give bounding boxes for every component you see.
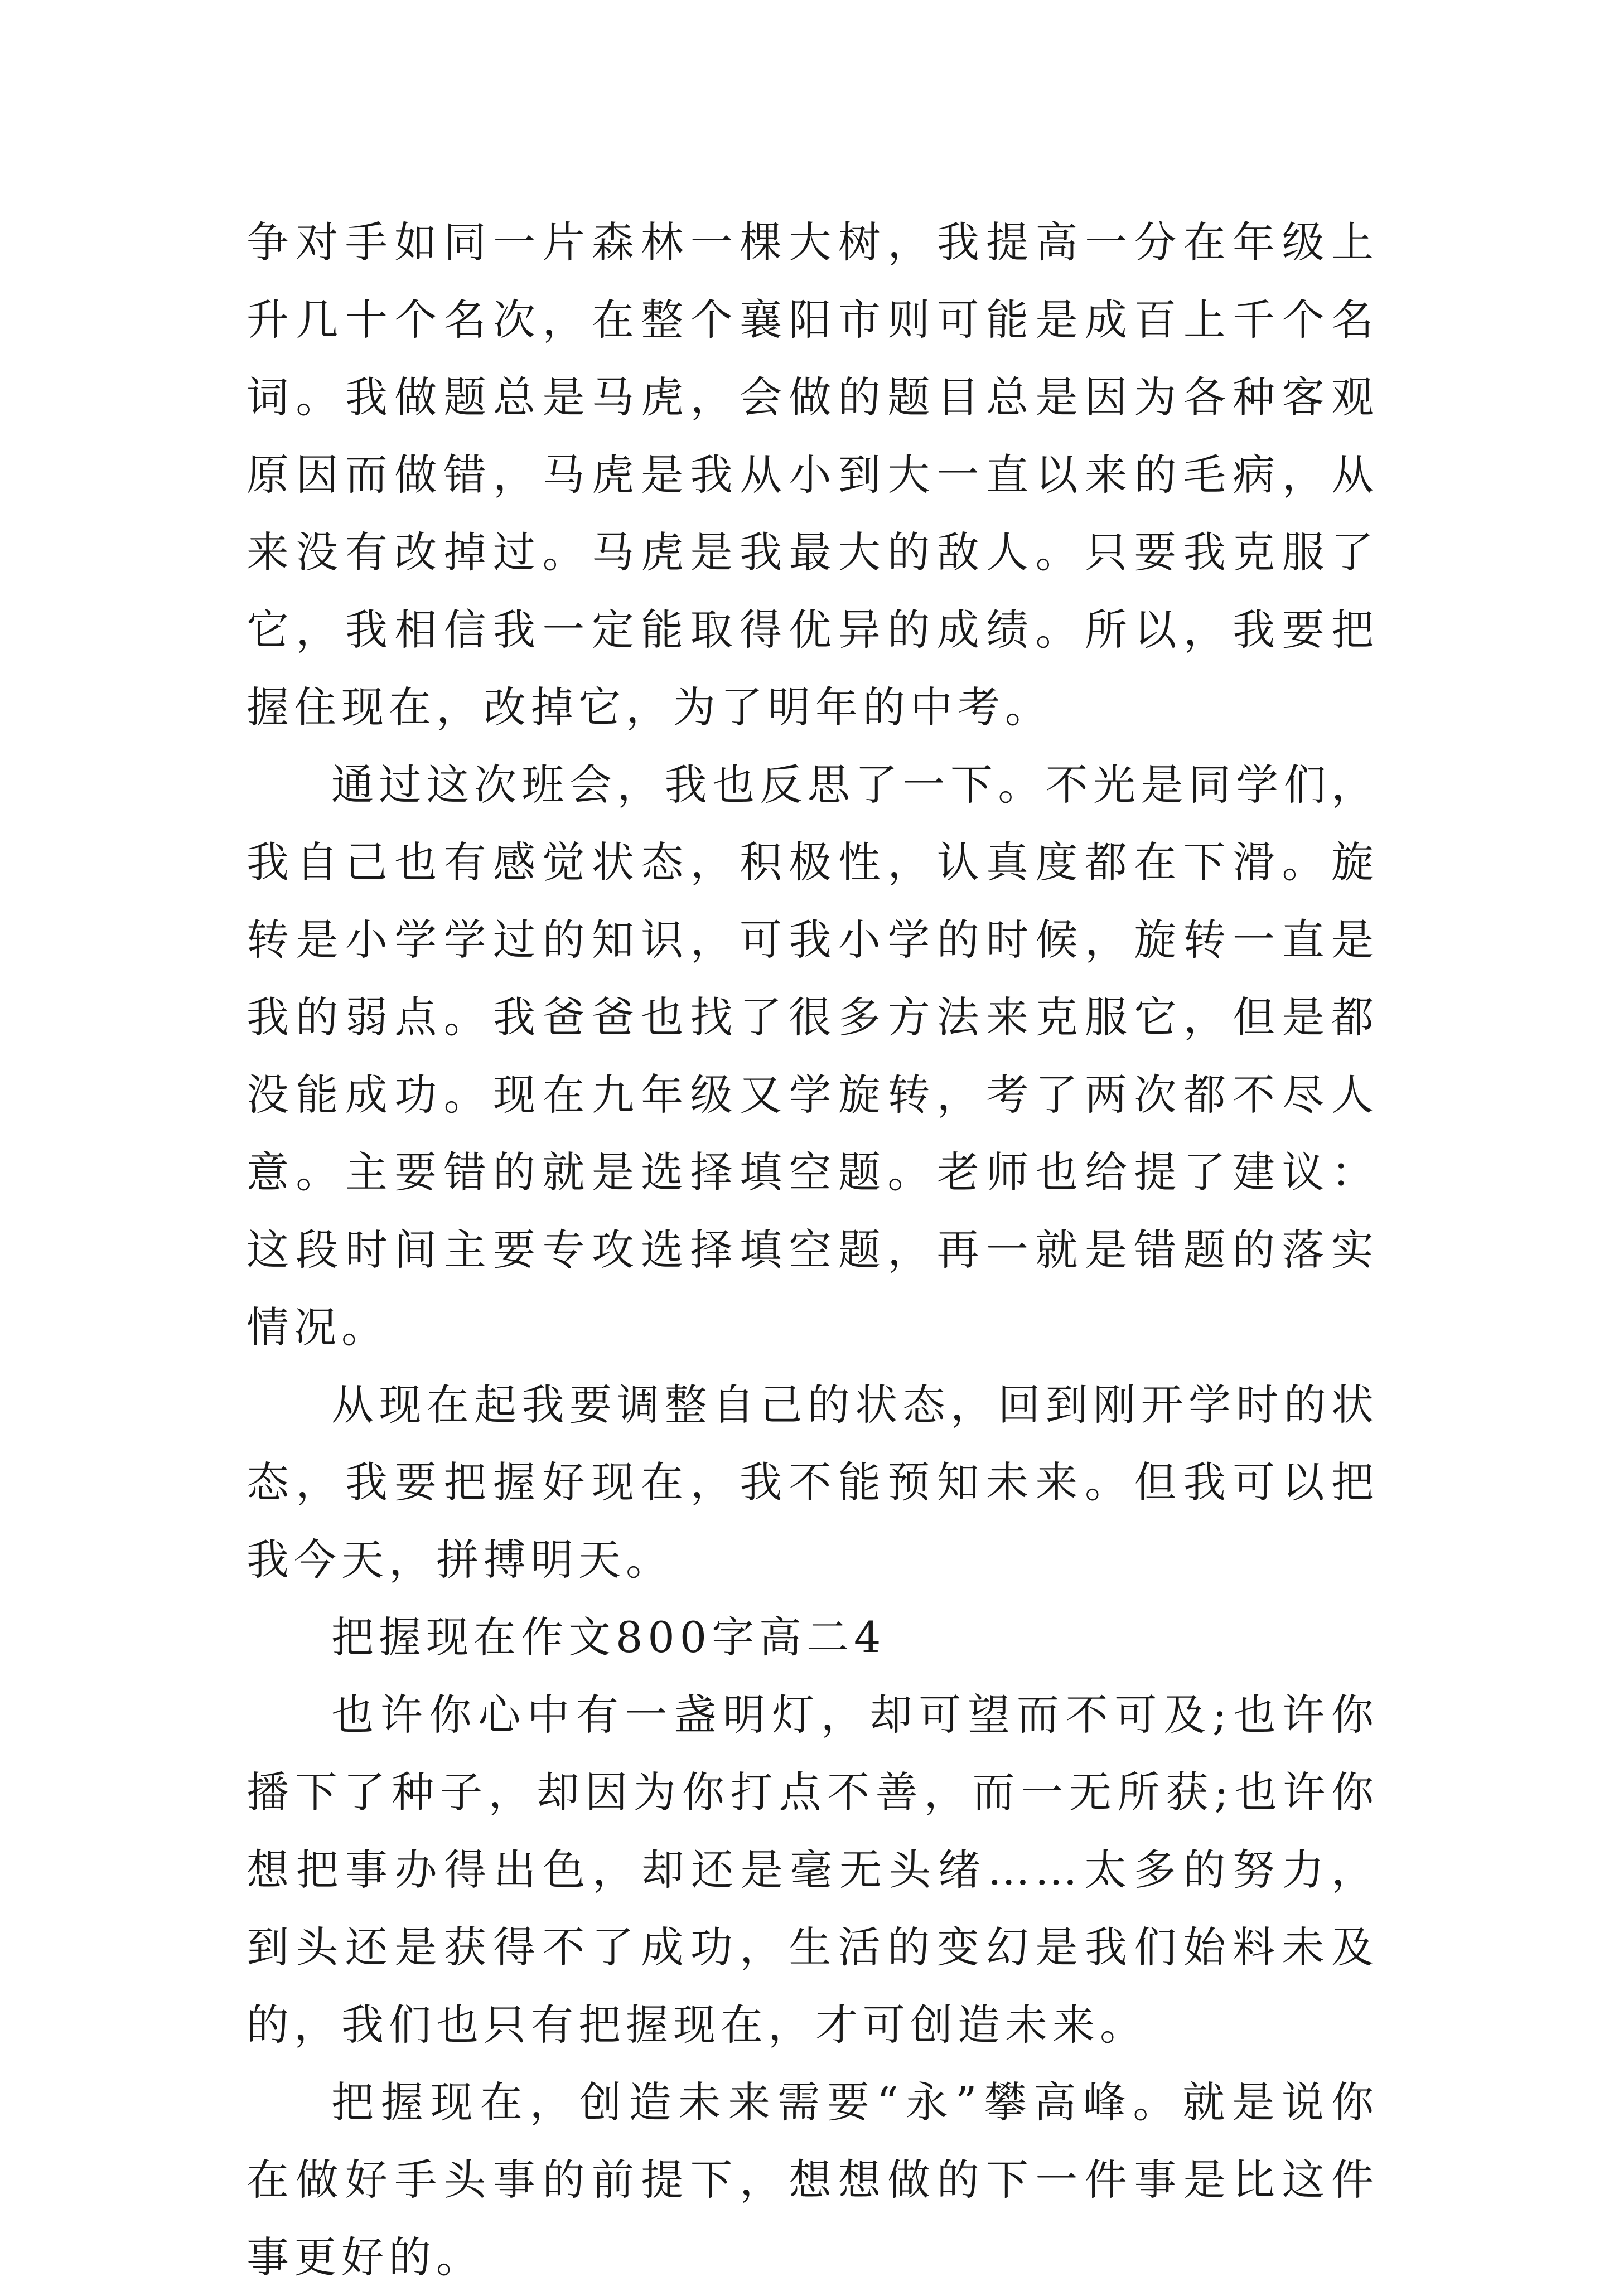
paragraph-1: 争对手如同一片森林一棵大树，我提高一分在年级上升几十个名次，在整个襄阳市则可能是成百上千个名词。我做题总是马虎，会做的题目总是因为各种客观原因而做错，马虎是我从小到大一直以来的毛病，从来没有改掉过。马虎是我最大的敌人。只要我克服了它，我相信我一定能取得优异的成绩。所以，我要把握住现在，改掉它，为了明年的中考。 (247, 217, 1379, 732)
document-body (247, 204, 1379, 2296)
paragraph-3: 从现在起我要调整自己的状态，回到刚开学时的状态，我要把握好现在，我不能预知未来。但我可以把我今天，拼搏明天。 (247, 1380, 1379, 1585)
section-heading: 把握现在作文800字高二4 (331, 1612, 886, 1662)
paragraph-2: 通过这次班会，我也反思了一下。不光是同学们，我自己也有感觉状态，积极性，认真度都在下滑。旋转是小学学过的知识，可我小学的时候，旋转一直是我的弱点。我爸爸也找了很多方法来克服它，但是都没能成功。现在九年级又学旋转，考了两次都不尽人意。主要错的就是选择填空题。老师也给提了建议：这段时间主要专攻选择填空题，再一就是错题的落实情况。 (247, 760, 1379, 1352)
paragraph-4: 也许你心中有一盏明灯，却可望而不可及;也许你播下了种子，却因为你打点不善，而一无所获;也许你想把事办得出色，却还是毫无头绪……太多的努力，到头还是获得不了成功，生活的变幻是我们始料未及的，我们也只有把握现在，才可创造未来。 (247, 1690, 1379, 2050)
paragraph-5: 把握现在，创造未来需要“永”攀高峰。就是说你在做好手头事的前提下，想想做的下一件事是比这件事更好的。 (247, 2077, 1379, 2282)
